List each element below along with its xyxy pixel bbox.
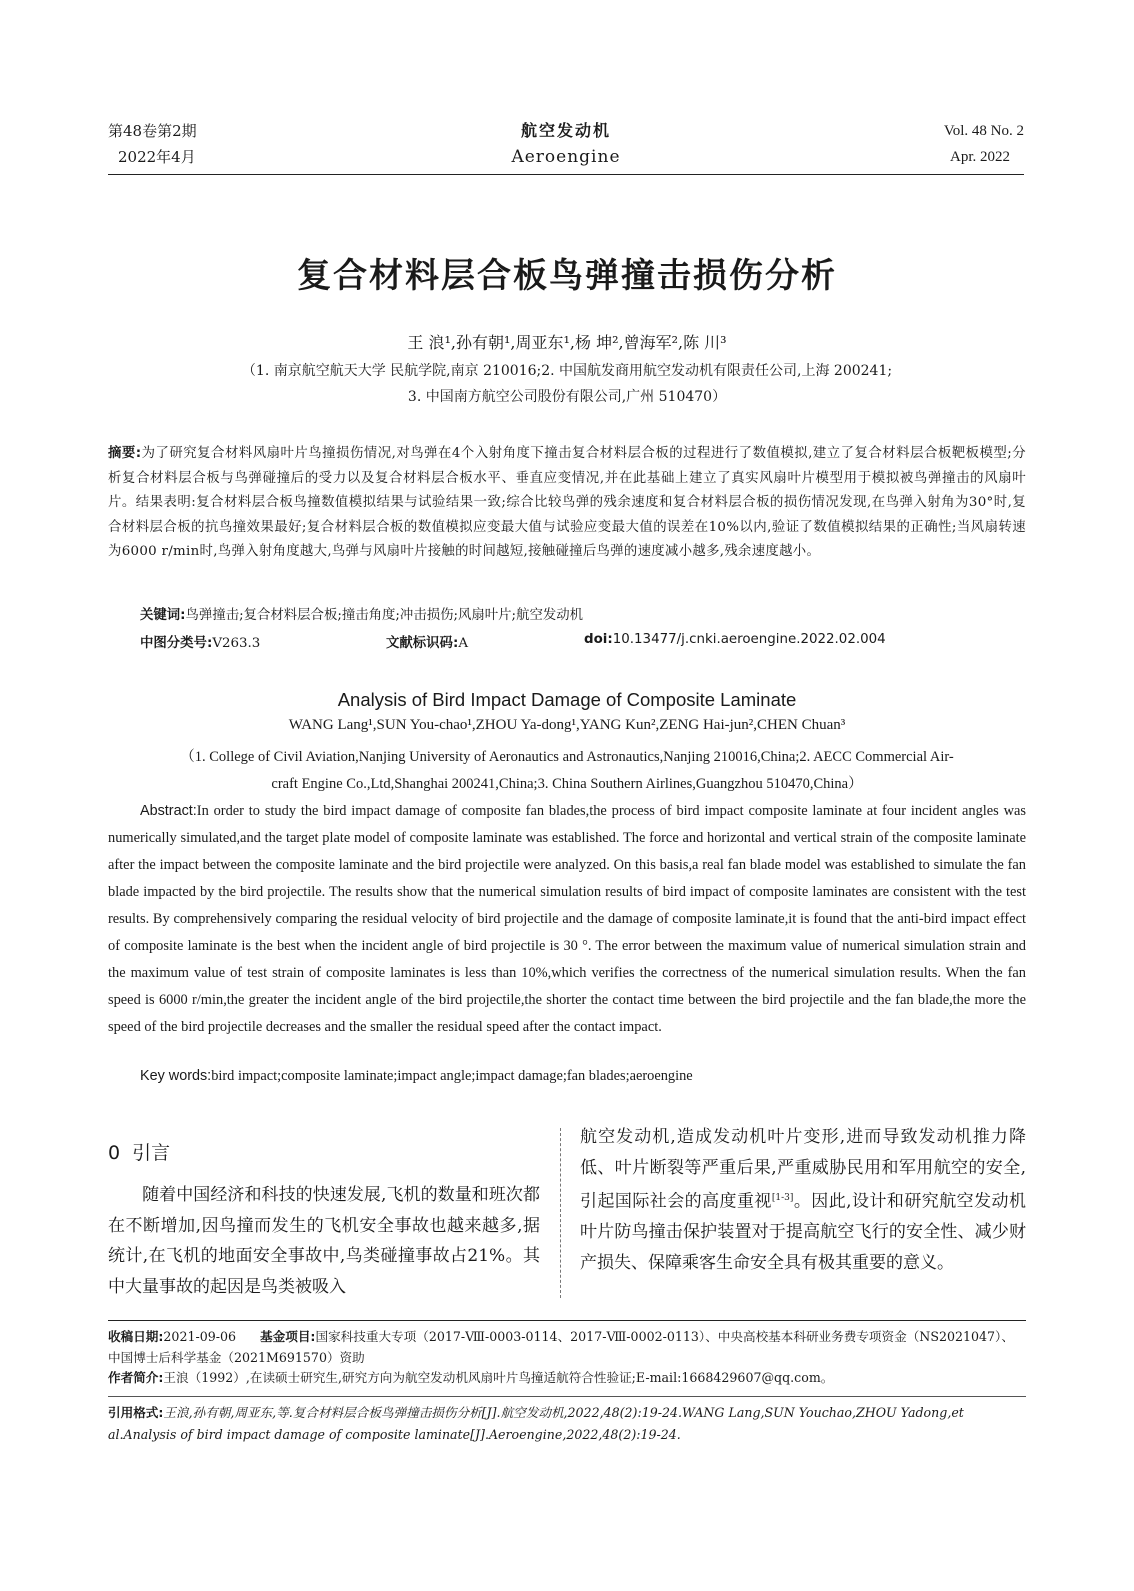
received-value: 2021-09-06 — [163, 1329, 237, 1344]
keywords-zh-label: 关键词: — [140, 608, 186, 623]
fund-label: 基金项目: — [260, 1329, 316, 1344]
affiliation-en-line: craft Engine Co.,Ltd,Shanghai 200241,China;3. China Southern Airlines,Guangzhou 510470,China） — [271, 776, 863, 792]
issue-info-en — [944, 118, 1024, 170]
keywords-en — [140, 1068, 693, 1085]
doc-code-label: 文献标识码: — [386, 636, 459, 651]
abstract-zh-text: 为了研究复合材料风扇叶片鸟撞损伤情况,对鸟弹在4个入射角度下撞击复合材料层合板的过程进行了数值模拟,建立了复合材料层合板靶板模型;分析复合材料层合板与鸟弹碰撞后的受力以及复合材料层合板水平、垂直应变情况,并在此基础上建立了真实风扇叶片模型用于模拟被鸟弹撞击的风扇叶片。结果表明:复合材料层合板鸟撞数值模拟结果与试验结果一致;综合比较鸟弹的残余速度和复合材料层合板的损伤情况发现,在鸟弹入射角为30°时,复合材料层合板的抗鸟撞效果最好;复合材料层合板的数值模拟应变最大值与试验应变最大值的误差在10%以内,验证了数值模拟结果的正确性;当风扇转速为6000 r/min时,鸟弹入射角度越大,鸟弹与风扇叶片接触的时间越短,接触碰撞后鸟弹的速度减小越多,残余速度越小。 — [108, 446, 1026, 559]
column-divider — [560, 1128, 561, 1298]
citation-label: 引用格式: — [108, 1405, 164, 1420]
doi — [584, 632, 886, 647]
doc-code-value: A — [458, 636, 468, 651]
reference-citation[interactable]: [1-3] — [771, 1193, 794, 1203]
abstract-en-text: In order to study the bird impact damage of composite fan blades,the process of bird impact composite laminate at four incident angles was numerically simulated,and the target plate model of composite laminate was established. The force and horizontal and vertical strain of the composite laminate after the impact between the composite laminate and the bird projectile were analyzed. On this basis,a real fan blade model was established to simulate the fan blade impacted by the bird projectile. The results show that the numerical simulation results of bird impact of composite laminates are consistent with the test results. By comprehensively comparing the residual velocity of bird projectile and the damage of composite laminate,it is found that the anti-bird impact effect of composite laminate is the best when the incident angle of bird projectile is 30 °. The error between the maximum value of numerical simulation strain and the maximum value of test strain of composite laminates is less than 10%,which verifies the correctness of the numerical simulation results. When the fan speed is 6000 r/min,the greater the incident angle of the bird projectile,the shorter the contact time between the bird projectile and the fan blade,the more the speed of the bird projectile decreases and the smaller the residual speed after the contact impact. — [108, 803, 1026, 1035]
footnote-received-fund — [108, 1326, 1026, 1368]
abstract-zh-label: 摘要: — [108, 446, 142, 461]
author-bio-label: 作者简介: — [108, 1370, 164, 1385]
volume-issue-en: Vol. 48 No. 2 — [943, 123, 1024, 139]
affiliations-en — [0, 744, 1134, 798]
clc-number — [140, 632, 260, 651]
keywords-zh-text: 鸟弹撞击;复合材料层合板;撞击角度;冲击损伤;风扇叶片;航空发动机 — [185, 608, 584, 623]
fund-value: 国家科技重大专项（2017-Ⅷ-0003-0114、2017-Ⅷ-0002-0113）、中央高校基本科研业务费专项资金（NS2021047）、中国博士后科学基金（2021M691570）资助 — [108, 1329, 1014, 1365]
abstract-en — [108, 798, 1026, 1041]
received-label: 收稿日期: — [108, 1329, 164, 1344]
issue-date: 2022年4月 — [118, 148, 196, 166]
keywords-zh — [140, 604, 583, 623]
abstract-zh — [108, 442, 1026, 565]
affiliation-en-line: （1. College of Civil Aviation,Nanjing University of Aeronautics and Astronautics,Nanjing 210016,China;2. AECC Commercial Air- — [180, 749, 954, 765]
author-bio-value: 王浪（1992）,在读硕士研究生,研究方向为航空发动机风扇叶片鸟撞适航符合性验证;E-mail:1668429607@qq.com。 — [163, 1370, 834, 1385]
author-list-en: WANG Lang¹,SUN You-chao¹,ZHOU Ya-dong¹,YANG Kun²,ZENG Hai-jun²,CHEN Chuan³ — [288, 717, 846, 733]
volume-issue: 第48卷第2期 — [108, 122, 197, 140]
journal-name — [108, 118, 1024, 170]
affiliations — [0, 358, 1134, 410]
citation-rule — [108, 1396, 1026, 1397]
footnote-rule — [108, 1320, 1026, 1321]
journal-name-zh: 航空发动机 — [520, 121, 611, 140]
affiliation-line: （1. 南京航空航天大学 民航学院,南京 210016;2. 中国航发商用航空发动机有限责任公司,上海 200241; — [241, 363, 893, 379]
paper-title: 复合材料层合板鸟弹撞击损伤分析 — [297, 256, 837, 296]
author-list: 王 浪¹,孙有朝¹,周亚东¹,杨 坤²,曾海军²,陈 川³ — [407, 333, 727, 352]
abstract-en-label: Abstract: — [140, 803, 197, 819]
document-code — [386, 632, 468, 651]
footnote-author — [108, 1367, 1026, 1388]
header-rule — [108, 174, 1024, 175]
body-column-right — [580, 1122, 1026, 1278]
keywords-en-label: Key words: — [140, 1068, 212, 1084]
issue-date-en: Apr. 2022 — [950, 149, 1010, 165]
citation-format — [108, 1402, 1026, 1446]
doi-value: 10.13477/j.cnki.aeroengine.2022.02.004 — [612, 632, 886, 647]
body-text-right-a: 航空发动机,造成发动机叶片变形,进而导致发动机推力降低、叶片断裂等严重后果,严重威胁民用和军用航空的安全,引起国际社会的高度重视 — [580, 1127, 1026, 1212]
body-text-right-b: 。因此,设计和研究航空发动机叶片防鸟撞击保护装置对于提高航空飞行的安全性、减少财产损失、保障乘客生命安全具有极其重要的意义。 — [580, 1191, 1026, 1273]
affiliation-line: 3. 中国南方航空公司股份有限公司,广州 510470） — [407, 389, 727, 405]
body-column-left — [108, 1180, 540, 1302]
doi-label: doi: — [584, 632, 613, 647]
clc-value: V263.3 — [212, 636, 261, 651]
clc-label: 中图分类号: — [140, 636, 213, 651]
citation-text: 王浪,孙有朝,周亚东,等.复合材料层合板鸟弹撞击损伤分析[J].航空发动机,2022,48(2):19-24.WANG Lang,SUN Youchao,ZHOU Yadong,et al.Analysis of bird impact damage of composite laminate[J].Aeroengine,2022,48(2):19-24. — [108, 1405, 964, 1442]
keywords-en-text: bird impact;composite laminate;impact angle;impact damage;fan blades;aeroengine — [211, 1068, 693, 1084]
journal-name-en: Aeroengine — [511, 147, 621, 167]
paper-title-en: Analysis of Bird Impact Damage of Composite Laminate — [337, 689, 797, 710]
section-heading: 0 引言 — [108, 1142, 171, 1164]
body-text-left: 随着中国经济和科技的快速发展,飞机的数量和班次都在不断增加,因鸟撞而发生的飞机安全事故也越来越多,据统计,在飞机的地面安全事故中,鸟类碰撞事故占21%。其中大量事故的起因是鸟类被吸入 — [108, 1185, 540, 1297]
